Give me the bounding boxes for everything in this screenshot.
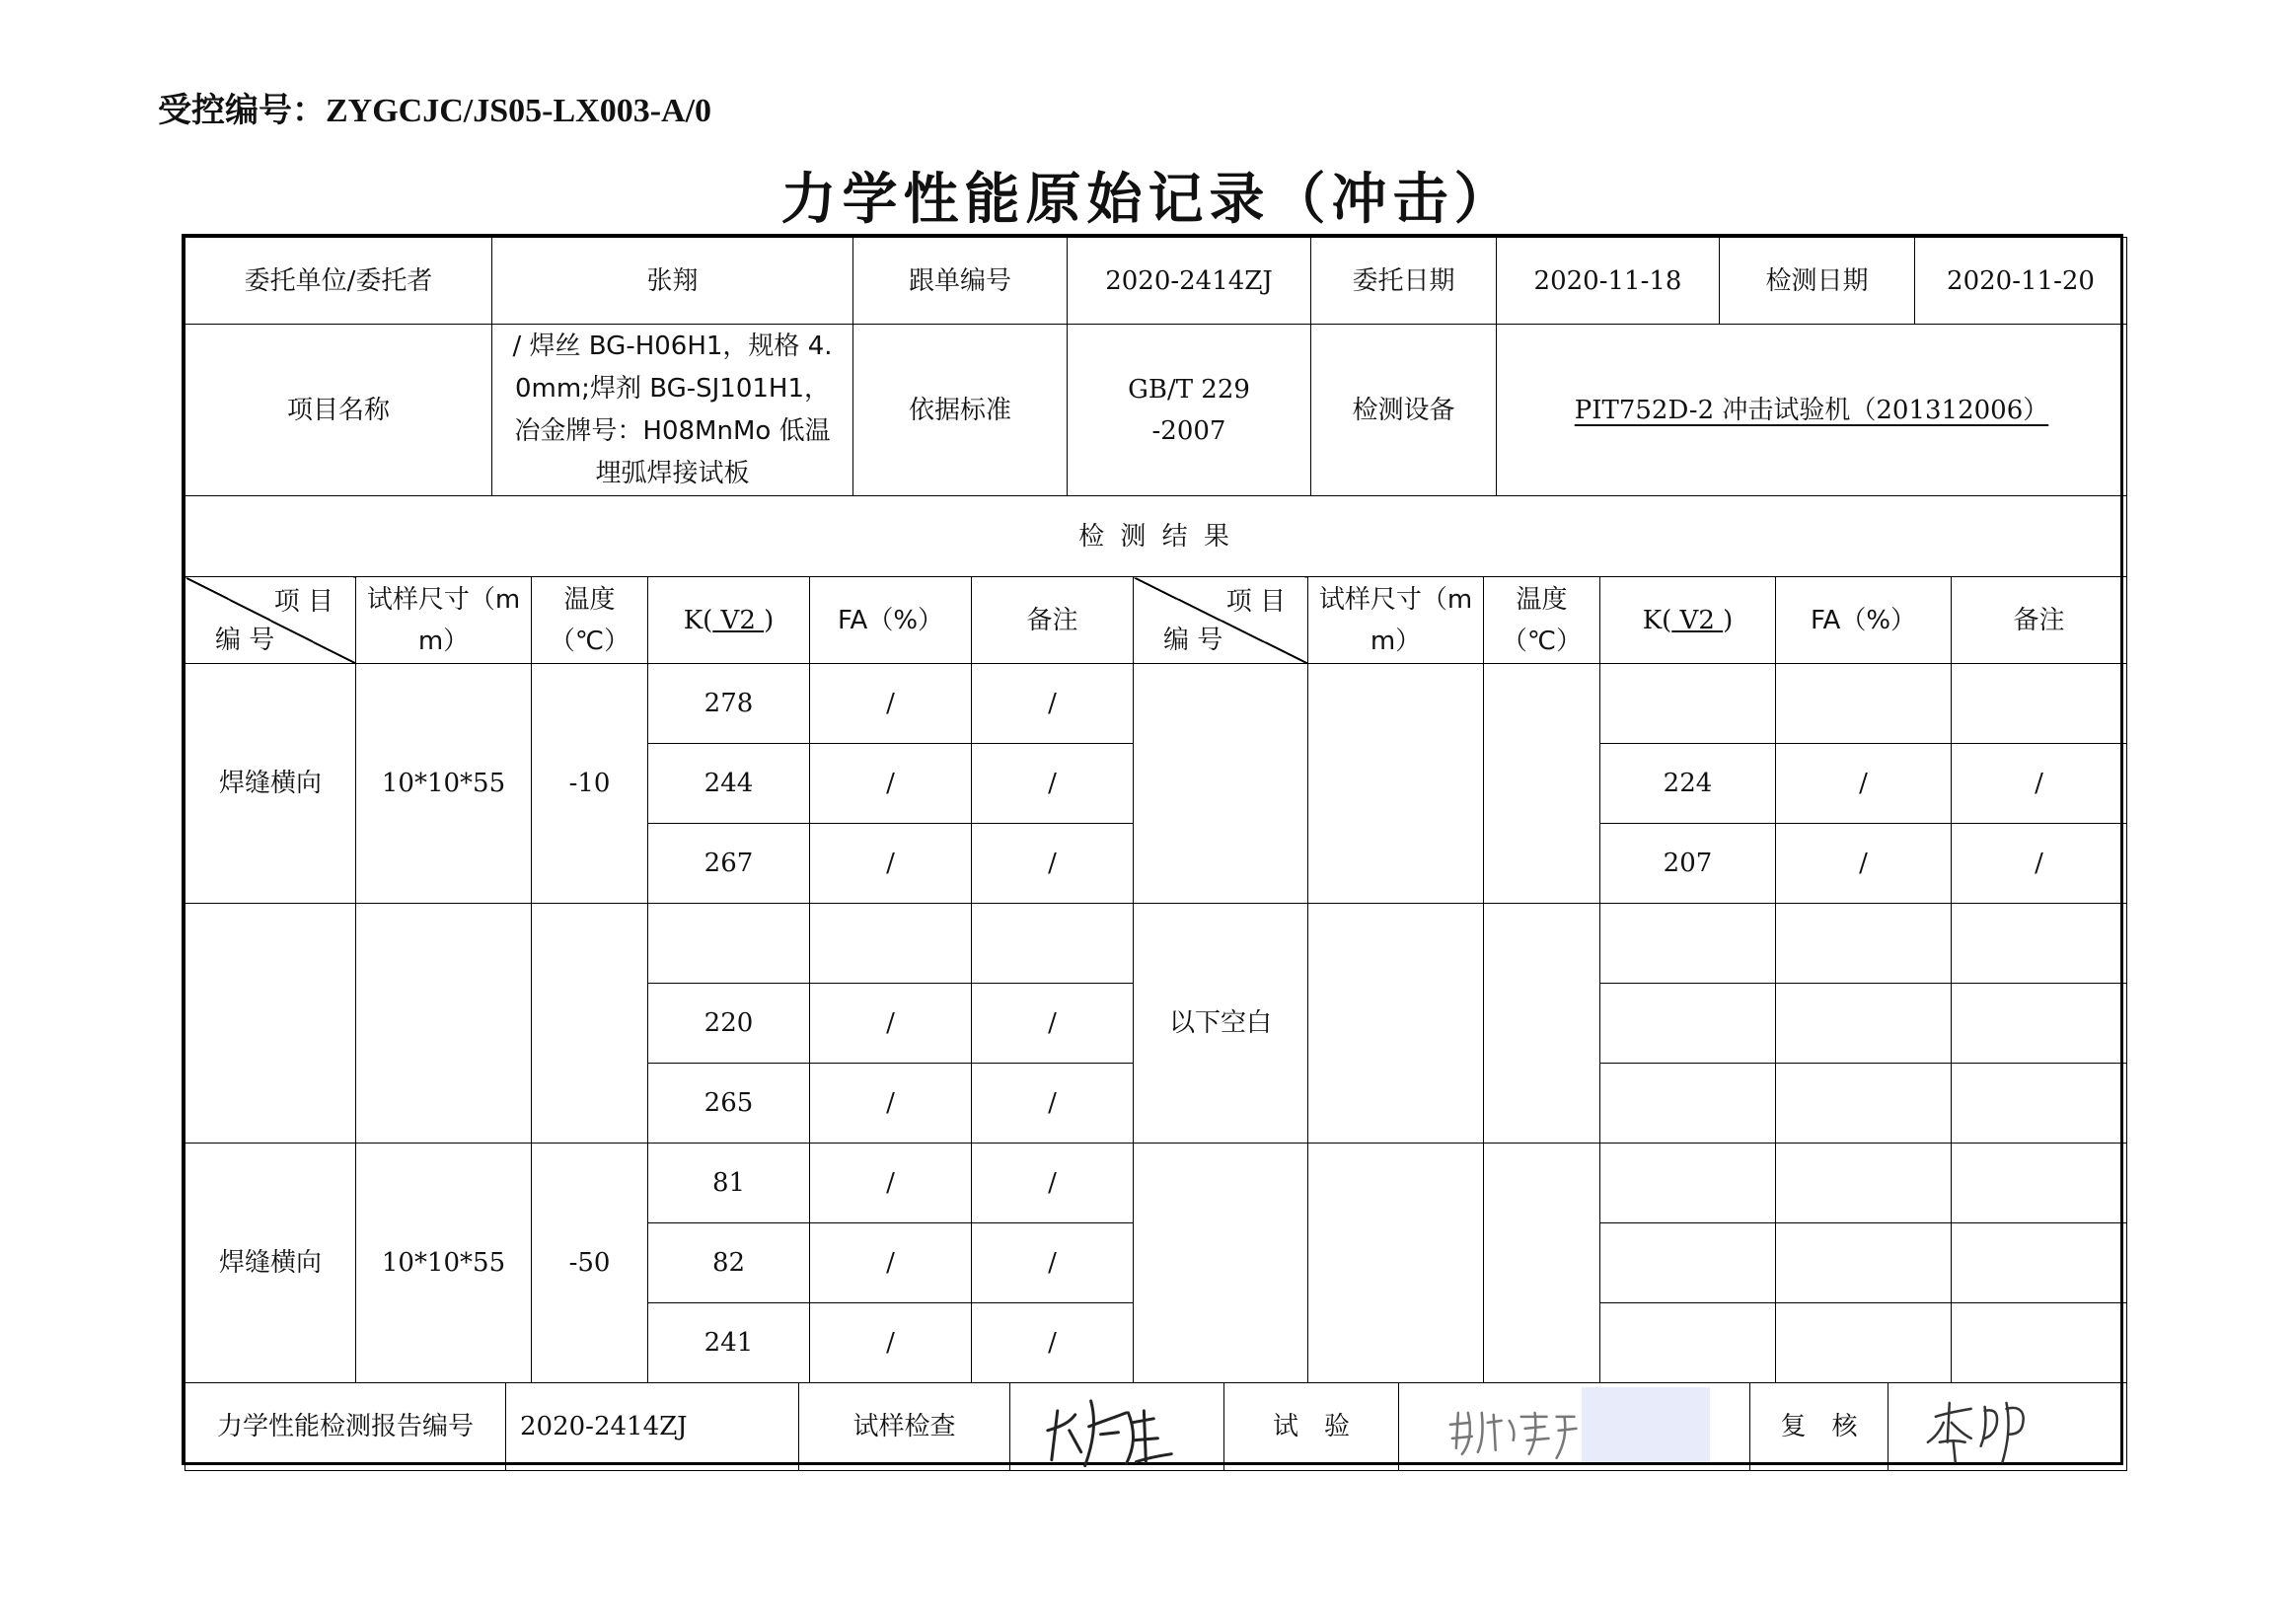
col-item-bottom: 编 号 xyxy=(1163,626,1223,655)
inspect-signature-image xyxy=(1010,1383,1223,1470)
left-fa-cell: / xyxy=(810,824,972,904)
right-remark-cell: / xyxy=(1952,744,2127,824)
equipment-cell xyxy=(1497,325,2127,496)
right-fa-cell: / xyxy=(1776,744,1952,824)
left-remark-cell: / xyxy=(972,1144,1134,1223)
test-label: 试 验 xyxy=(1224,1383,1399,1471)
left-temp-cell: -10 xyxy=(532,664,648,904)
equipment-value: PIT752D-2 冲击试验机（201312006） xyxy=(1574,395,2049,425)
right-kv-cell: 207 xyxy=(1600,824,1776,904)
right-size-cell xyxy=(1308,1144,1484,1383)
right-remark-cell xyxy=(1952,1303,2127,1383)
right-fa-cell xyxy=(1776,664,1952,744)
left-fa-cell: / xyxy=(810,744,972,824)
commission-date-value: 2020-11-18 xyxy=(1497,238,1720,325)
footer-table xyxy=(185,1382,2127,1471)
header-table xyxy=(185,237,2127,496)
left-size-cell xyxy=(356,904,532,1144)
left-kv-cell: 278 xyxy=(648,664,810,744)
project-value: / 焊丝 BG-H06H1，规格 4.0mm;焊剂 BG-SJ101H1，冶金牌号：H08MnMo 低温埋弧焊接试板 xyxy=(492,325,853,496)
right-item-cell: 以下空白 xyxy=(1134,904,1308,1144)
equipment-label: 检测设备 xyxy=(1311,325,1497,496)
inspect-label: 试样检查 xyxy=(799,1383,1010,1471)
left-kv-cell: 81 xyxy=(648,1144,810,1223)
col-fa-right: FA（%） xyxy=(1776,577,1952,664)
review-signature-image xyxy=(1889,1383,2126,1470)
left-remark-cell: / xyxy=(972,664,1134,744)
table-row xyxy=(185,904,2127,984)
left-fa-cell: / xyxy=(810,984,972,1064)
left-kv-cell: 241 xyxy=(648,1303,810,1383)
right-temp-cell xyxy=(1484,664,1600,904)
right-size-cell xyxy=(1308,904,1484,1144)
review-label: 复 核 xyxy=(1750,1383,1889,1471)
left-fa-cell: / xyxy=(810,1144,972,1223)
col-item-top: 项 目 xyxy=(1225,587,1286,617)
control-number-value: ZYGCJC/JS05-LX003-A/0 xyxy=(326,93,712,129)
table-row xyxy=(185,664,2127,744)
test-date-value: 2020-11-20 xyxy=(1915,238,2127,325)
commission-date-label: 委托日期 xyxy=(1311,238,1497,325)
left-fa-cell: / xyxy=(810,1064,972,1144)
left-temp-cell xyxy=(532,904,648,1144)
col-fa-left: FA（%） xyxy=(810,577,972,664)
left-remark-cell: / xyxy=(972,984,1134,1064)
col-item-top: 项 目 xyxy=(273,587,333,617)
right-remark-cell xyxy=(1952,904,2127,984)
right-kv-cell xyxy=(1600,1223,1776,1303)
kv-prefix: K( xyxy=(1642,605,1672,635)
left-item-cell: 焊缝横向 xyxy=(185,1144,356,1383)
right-kv-cell xyxy=(1600,1303,1776,1383)
col-item-bottom: 编 号 xyxy=(215,626,275,655)
client-label: 委托单位/委托者 xyxy=(185,238,492,325)
right-kv-cell xyxy=(1600,1144,1776,1223)
left-size-cell: 10*10*55 xyxy=(356,1144,532,1383)
client-value: 张翔 xyxy=(492,238,853,325)
project-label: 项目名称 xyxy=(185,325,492,496)
left-kv-cell xyxy=(648,904,810,984)
left-size-cell: 10*10*55 xyxy=(356,664,532,904)
report-no-label: 力学性能检测报告编号 xyxy=(185,1383,506,1471)
left-fa-cell: / xyxy=(810,1303,972,1383)
table-row xyxy=(185,1144,2127,1223)
left-remark-cell: / xyxy=(972,1223,1134,1303)
right-fa-cell xyxy=(1776,1064,1952,1144)
results-body xyxy=(185,664,2127,1383)
col-temp-left: 温度（℃） xyxy=(532,577,648,664)
test-signature xyxy=(1399,1383,1750,1471)
col-item-right xyxy=(1134,577,1308,664)
standard-value: GB/T 229-2007 xyxy=(1068,325,1311,496)
page-title: 力学性能原始记录（冲击） xyxy=(780,168,1516,232)
kv-suffix: ) xyxy=(1723,605,1734,635)
left-remark-cell xyxy=(972,904,1134,984)
right-size-cell xyxy=(1308,664,1484,904)
right-fa-cell: / xyxy=(1776,824,1952,904)
col-item-left xyxy=(185,577,356,664)
left-kv-cell: 82 xyxy=(648,1223,810,1303)
left-remark-cell: / xyxy=(972,1064,1134,1144)
left-kv-cell: 265 xyxy=(648,1064,810,1144)
col-size-right: 试样尺寸（mm） xyxy=(1308,577,1484,664)
col-remark-right: 备注 xyxy=(1952,577,2127,664)
right-fa-cell xyxy=(1776,1144,1952,1223)
col-kv-left xyxy=(648,577,810,664)
right-temp-cell xyxy=(1484,1144,1600,1383)
order-no-label: 跟单编号 xyxy=(853,238,1068,325)
order-no-value: 2020-2414ZJ xyxy=(1068,238,1311,325)
right-item-cell xyxy=(1134,1144,1308,1383)
kv-sub: V2 xyxy=(1671,605,1724,635)
left-kv-cell: 220 xyxy=(648,984,810,1064)
right-remark-cell xyxy=(1952,664,2127,744)
col-kv-right xyxy=(1600,577,1776,664)
right-fa-cell xyxy=(1776,1303,1952,1383)
right-fa-cell xyxy=(1776,984,1952,1064)
right-item-cell xyxy=(1134,664,1308,904)
left-fa-cell: / xyxy=(810,1223,972,1303)
right-remark-cell xyxy=(1952,1223,2127,1303)
right-remark-cell xyxy=(1952,1144,2127,1223)
col-temp-right: 温度（℃） xyxy=(1484,577,1600,664)
left-kv-cell: 244 xyxy=(648,744,810,824)
right-kv-cell xyxy=(1600,664,1776,744)
right-remark-cell xyxy=(1952,984,2127,1064)
review-signature xyxy=(1889,1383,2127,1471)
col-remark-left: 备注 xyxy=(972,577,1134,664)
left-temp-cell: -50 xyxy=(532,1144,648,1383)
right-kv-cell xyxy=(1600,904,1776,984)
left-fa-cell xyxy=(810,904,972,984)
right-kv-cell: 224 xyxy=(1600,744,1776,824)
left-kv-cell: 267 xyxy=(648,824,810,904)
results-table xyxy=(185,495,2127,1383)
control-number xyxy=(158,83,711,131)
test-date-label: 检测日期 xyxy=(1720,238,1915,325)
inspect-signature xyxy=(1010,1383,1224,1471)
left-item-cell xyxy=(185,904,356,1144)
left-item-cell: 焊缝横向 xyxy=(185,664,356,904)
left-fa-cell: / xyxy=(810,664,972,744)
right-kv-cell xyxy=(1600,984,1776,1064)
right-remark-cell xyxy=(1952,1064,2127,1144)
right-fa-cell xyxy=(1776,904,1952,984)
col-size-left: 试样尺寸（mm） xyxy=(356,577,532,664)
control-number-label: 受控编号： xyxy=(158,91,326,130)
kv-prefix: K( xyxy=(683,605,713,635)
left-remark-cell: / xyxy=(972,744,1134,824)
record-sheet xyxy=(182,234,2123,1465)
right-temp-cell xyxy=(1484,904,1600,1144)
kv-suffix: ) xyxy=(764,605,775,635)
test-signature-image xyxy=(1399,1383,1749,1470)
kv-sub: V2 xyxy=(712,605,765,635)
standard-label: 依据标准 xyxy=(853,325,1068,496)
results-title: 检 测 结 果 xyxy=(185,496,2127,577)
right-fa-cell xyxy=(1776,1223,1952,1303)
right-kv-cell xyxy=(1600,1064,1776,1144)
right-remark-cell: / xyxy=(1952,824,2127,904)
report-no-value: 2020-2414ZJ xyxy=(506,1383,799,1471)
left-remark-cell: / xyxy=(972,824,1134,904)
left-remark-cell: / xyxy=(972,1303,1134,1383)
